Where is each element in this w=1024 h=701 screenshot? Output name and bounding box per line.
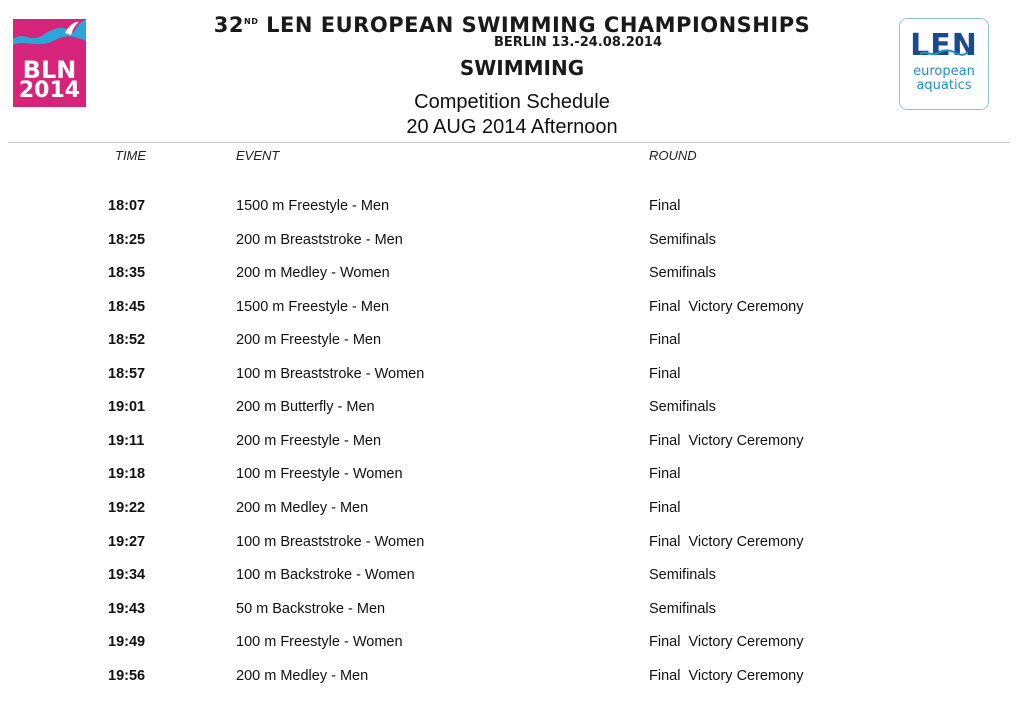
document-subtitle: Competition Schedule: [414, 91, 610, 113]
schedule-event: 50 m Backstroke - Men: [236, 600, 386, 617]
schedule-event: 200 m Breaststroke - Men: [236, 231, 403, 248]
schedule-row: [0, 601, 1024, 621]
bln-logo-text: BLN: [22, 56, 77, 84]
title-text: LEN EUROPEAN SWIMMING CHAMPIONSHIPS: [258, 13, 811, 37]
len-logo-mark: LEN: [910, 28, 978, 63]
schedule-time: 19:22: [108, 499, 146, 516]
discipline-title: SWIMMING: [459, 56, 585, 80]
water-wave-icon: [13, 19, 86, 53]
schedule-round: Final: [649, 466, 681, 483]
schedule-row: [0, 366, 1024, 386]
schedule-row: [0, 232, 1024, 252]
bln-2014-logo: [13, 19, 86, 107]
schedule-row: [0, 534, 1024, 554]
schedule-row: [0, 399, 1024, 419]
schedule-time: 18:25: [108, 231, 146, 248]
schedule-time: 18:07: [108, 198, 146, 214]
schedule-event: 100 m Breaststroke - Women: [236, 365, 425, 382]
schedule-time: 19:18: [108, 466, 146, 483]
header-divider: [8, 142, 1010, 143]
schedule-round: Final Victory Ceremony: [649, 298, 804, 315]
schedule-row: [0, 567, 1024, 587]
schedule-row: [0, 299, 1024, 319]
schedule-round: Semifinals: [649, 265, 716, 282]
location-dates: BERLIN 13.-24.08.2014: [494, 35, 662, 50]
schedule-event: 100 m Backstroke - Women: [236, 567, 415, 584]
schedule-time: 19:27: [108, 533, 146, 550]
schedule-round: Semifinals: [649, 600, 716, 617]
schedule-row: [0, 265, 1024, 285]
len-european-aquatics-logo: [899, 18, 989, 110]
title-ordinal: ND: [244, 17, 259, 26]
schedule-row: [0, 332, 1024, 352]
schedule-event: 100 m Freestyle - Women: [236, 466, 403, 483]
schedule-event: 1500 m Freestyle - Men: [236, 198, 390, 214]
schedule-round: Final Victory Ceremony: [649, 634, 804, 651]
column-header-time: TIME: [115, 148, 147, 163]
schedule-time: 19:56: [108, 667, 146, 684]
schedule-time: 18:57: [108, 365, 146, 382]
schedule-round: Semifinals: [649, 567, 716, 584]
schedule-time: 18:52: [108, 332, 146, 349]
schedule-round: Final Victory Ceremony: [649, 533, 804, 550]
schedule-row: [0, 198, 1024, 218]
schedule-row: [0, 500, 1024, 520]
schedule-event: 200 m Butterfly - Men: [236, 399, 375, 416]
column-header-round: ROUND: [649, 148, 697, 163]
schedule-time: 18:35: [108, 265, 146, 282]
schedule-round: Final Victory Ceremony: [649, 432, 804, 449]
len-logo-line1: european: [913, 64, 975, 79]
schedule-event: 100 m Freestyle - Women: [236, 634, 403, 651]
schedule-round: Final: [649, 365, 681, 382]
column-header-event: EVENT: [236, 148, 280, 163]
schedule-event: 100 m Breaststroke - Women: [236, 533, 425, 550]
bln-logo-year: 2014: [18, 78, 81, 103]
schedule-time: 19:43: [108, 600, 146, 617]
schedule-time: 18:45: [108, 298, 146, 315]
schedule-event: 200 m Medley - Men: [236, 499, 369, 516]
schedule-round: Final: [649, 499, 681, 516]
len-logo-line2: aquatics: [916, 78, 972, 93]
schedule-event: 200 m Medley - Women: [236, 265, 390, 282]
schedule-round: Semifinals: [649, 231, 716, 248]
schedule-row: [0, 433, 1024, 453]
schedule-round: Final Victory Ceremony: [649, 667, 804, 684]
schedule-row: [0, 668, 1024, 688]
schedule-time: 19:49: [108, 634, 146, 651]
schedule-event: 200 m Freestyle - Men: [236, 432, 382, 449]
schedule-event: 1500 m Freestyle - Men: [236, 298, 390, 315]
schedule-event: 200 m Medley - Men: [236, 667, 369, 684]
len-wave-icon: [920, 49, 968, 57]
schedule-round: Final: [649, 198, 681, 214]
schedule-round: Semifinals: [649, 399, 716, 416]
schedule-time: 19:34: [108, 567, 146, 584]
schedule-time: 19:01: [108, 399, 146, 416]
schedule-time: 19:11: [108, 432, 145, 449]
schedule-row: [0, 634, 1024, 654]
session-label: 20 AUG 2014 Afternoon: [406, 116, 618, 138]
schedule-round: Final: [649, 332, 681, 349]
championship-title: [120, 15, 904, 36]
title-number: 32: [213, 13, 245, 37]
schedule-event: 200 m Freestyle - Men: [236, 332, 382, 349]
schedule-row: [0, 466, 1024, 486]
